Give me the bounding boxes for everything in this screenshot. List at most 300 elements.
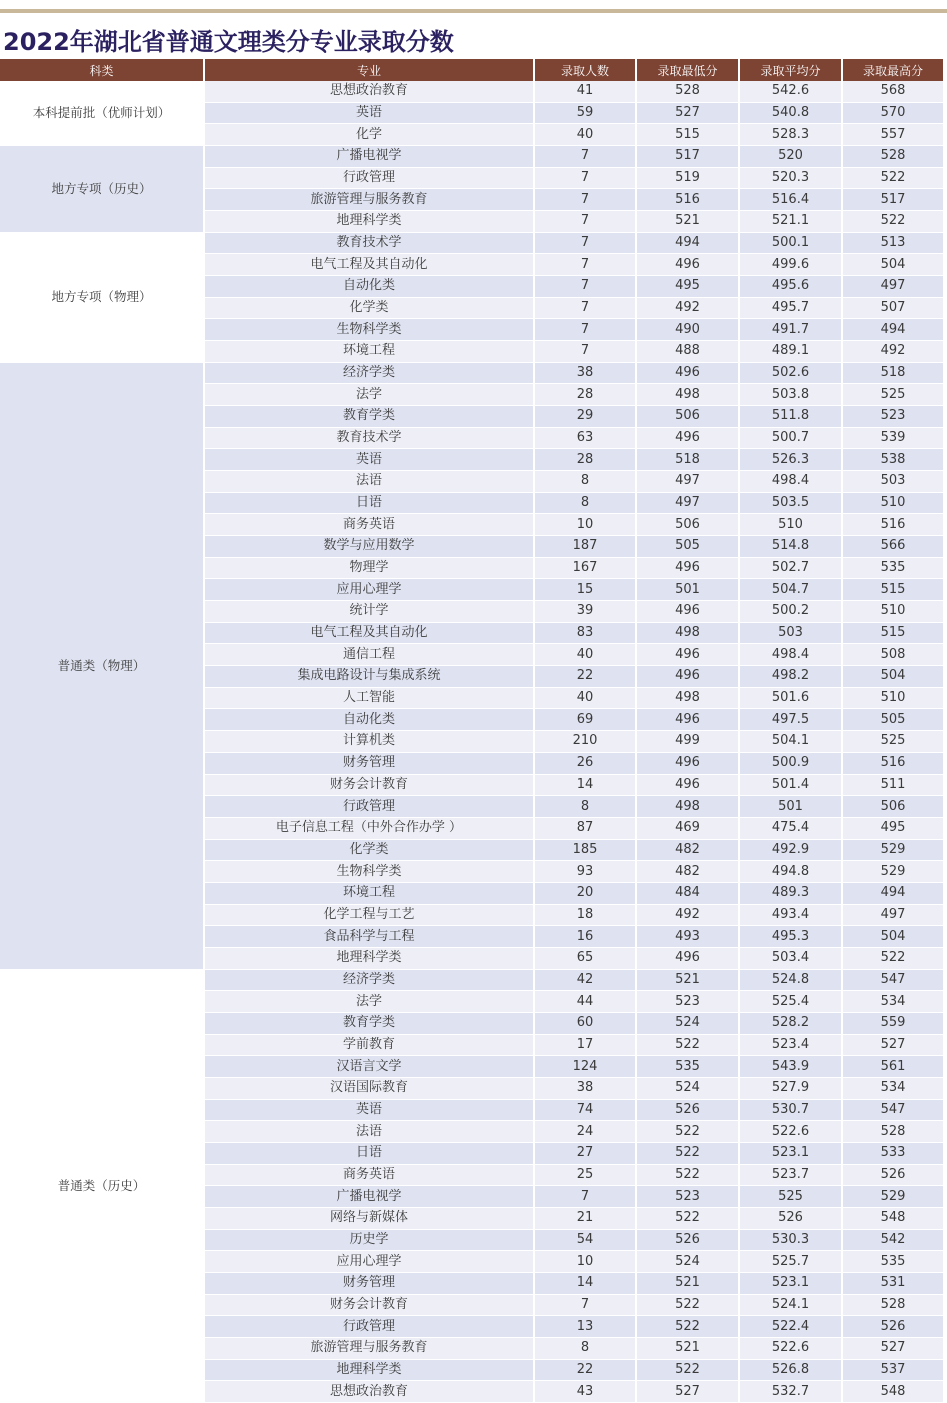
- min-score-cell: 522: [636, 1121, 739, 1143]
- enrollment-cell: 25: [534, 1164, 636, 1186]
- major-cell: 日语: [204, 492, 534, 514]
- category-cell: 普通类（物理）: [0, 362, 204, 969]
- max-score-cell: 533: [842, 1142, 943, 1164]
- major-cell: 法语: [204, 1121, 534, 1143]
- max-score-cell: 529: [842, 1186, 943, 1208]
- max-score-cell: 528: [842, 1121, 943, 1143]
- max-score-cell: 527: [842, 1337, 943, 1359]
- enrollment-cell: 167: [534, 557, 636, 579]
- major-cell: 化学: [204, 124, 534, 146]
- avg-score-cell: 543.9: [739, 1056, 842, 1078]
- max-score-cell: 528: [842, 146, 943, 168]
- min-score-cell: 498: [636, 384, 739, 406]
- avg-score-cell: 523.1: [739, 1272, 842, 1294]
- major-cell: 广播电视学: [204, 146, 534, 168]
- max-score-cell: 531: [842, 1272, 943, 1294]
- major-cell: 行政管理: [204, 796, 534, 818]
- major-cell: 财务会计教育: [204, 1294, 534, 1316]
- avg-score-cell: 495.6: [739, 276, 842, 298]
- major-cell: 汉语言文学: [204, 1056, 534, 1078]
- min-score-cell: 490: [636, 319, 739, 341]
- avg-score-cell: 520.3: [739, 167, 842, 189]
- major-cell: 电气工程及其自动化: [204, 622, 534, 644]
- avg-score-cell: 498.4: [739, 644, 842, 666]
- enrollment-cell: 124: [534, 1056, 636, 1078]
- max-score-cell: 526: [842, 1316, 943, 1338]
- major-cell: 通信工程: [204, 644, 534, 666]
- avg-score-cell: 502.7: [739, 557, 842, 579]
- major-cell: 商务英语: [204, 1164, 534, 1186]
- avg-score-cell: 497.5: [739, 709, 842, 731]
- avg-score-cell: 495.3: [739, 926, 842, 948]
- min-score-cell: 482: [636, 861, 739, 883]
- avg-score-cell: 500.7: [739, 427, 842, 449]
- min-score-cell: 515: [636, 124, 739, 146]
- major-cell: 教育学类: [204, 1012, 534, 1034]
- avg-score-cell: 520: [739, 146, 842, 168]
- major-cell: 物理学: [204, 557, 534, 579]
- avg-score-cell: 523.7: [739, 1164, 842, 1186]
- avg-score-cell: 503.4: [739, 947, 842, 969]
- avg-score-cell: 503.8: [739, 384, 842, 406]
- avg-score-cell: 526.8: [739, 1359, 842, 1381]
- major-cell: 计算机类: [204, 731, 534, 753]
- page-title: 2022年湖北省普通文理类分专业录取分数: [3, 28, 454, 56]
- min-score-cell: 521: [636, 211, 739, 233]
- enrollment-cell: 93: [534, 861, 636, 883]
- min-score-cell: 517: [636, 146, 739, 168]
- major-cell: 经济学类: [204, 362, 534, 384]
- avg-score-cell: 524.8: [739, 969, 842, 991]
- table-row: [0, 232, 943, 254]
- max-score-cell: 497: [842, 276, 943, 298]
- max-score-cell: 557: [842, 124, 943, 146]
- min-score-cell: 524: [636, 1077, 739, 1099]
- enrollment-cell: 27: [534, 1142, 636, 1164]
- max-score-cell: 523: [842, 406, 943, 428]
- max-score-cell: 492: [842, 341, 943, 363]
- category-cell: 地方专项（历史）: [0, 146, 204, 233]
- max-score-cell: 504: [842, 926, 943, 948]
- enrollment-cell: 7: [534, 319, 636, 341]
- min-score-cell: 522: [636, 1164, 739, 1186]
- min-score-cell: 506: [636, 406, 739, 428]
- min-score-cell: 484: [636, 882, 739, 904]
- enrollment-cell: 7: [534, 232, 636, 254]
- major-cell: 环境工程: [204, 341, 534, 363]
- min-score-cell: 522: [636, 1207, 739, 1229]
- avg-score-cell: 522.4: [739, 1316, 842, 1338]
- enrollment-cell: 7: [534, 1294, 636, 1316]
- max-score-cell: 539: [842, 427, 943, 449]
- max-score-cell: 522: [842, 947, 943, 969]
- admission-scores-table: [0, 59, 943, 1403]
- max-score-cell: 570: [842, 102, 943, 124]
- table-row: [0, 146, 943, 168]
- enrollment-cell: 7: [534, 297, 636, 319]
- avg-score-cell: 501: [739, 796, 842, 818]
- enrollment-cell: 69: [534, 709, 636, 731]
- min-score-cell: 522: [636, 1316, 739, 1338]
- avg-score-cell: 500.1: [739, 232, 842, 254]
- min-score-cell: 496: [636, 427, 739, 449]
- max-score-cell: 504: [842, 254, 943, 276]
- max-score-cell: 548: [842, 1381, 943, 1403]
- enrollment-cell: 40: [534, 124, 636, 146]
- min-score-cell: 527: [636, 102, 739, 124]
- major-cell: 法学: [204, 991, 534, 1013]
- avg-score-cell: 524.1: [739, 1294, 842, 1316]
- min-score-cell: 522: [636, 1294, 739, 1316]
- min-score-cell: 522: [636, 1359, 739, 1381]
- enrollment-cell: 26: [534, 752, 636, 774]
- enrollment-cell: 15: [534, 579, 636, 601]
- header-min-score: 录取最低分: [636, 59, 739, 81]
- avg-score-cell: 498.2: [739, 666, 842, 688]
- major-cell: 电子信息工程（中外合作办学 ）: [204, 817, 534, 839]
- min-score-cell: 528: [636, 81, 739, 102]
- max-score-cell: 510: [842, 687, 943, 709]
- max-score-cell: 535: [842, 557, 943, 579]
- avg-score-cell: 502.6: [739, 362, 842, 384]
- major-cell: 网络与新媒体: [204, 1207, 534, 1229]
- min-score-cell: 492: [636, 297, 739, 319]
- enrollment-cell: 39: [534, 601, 636, 623]
- major-cell: 思想政治教育: [204, 81, 534, 102]
- enrollment-cell: 43: [534, 1381, 636, 1403]
- min-score-cell: 526: [636, 1229, 739, 1251]
- min-score-cell: 496: [636, 709, 739, 731]
- min-score-cell: 516: [636, 189, 739, 211]
- max-score-cell: 566: [842, 536, 943, 558]
- avg-score-cell: 525.7: [739, 1251, 842, 1273]
- enrollment-cell: 14: [534, 774, 636, 796]
- avg-score-cell: 525.4: [739, 991, 842, 1013]
- table-row: [0, 362, 943, 384]
- min-score-cell: 524: [636, 1012, 739, 1034]
- max-score-cell: 505: [842, 709, 943, 731]
- min-score-cell: 493: [636, 926, 739, 948]
- max-score-cell: 510: [842, 601, 943, 623]
- major-cell: 应用心理学: [204, 579, 534, 601]
- max-score-cell: 522: [842, 211, 943, 233]
- max-score-cell: 547: [842, 1099, 943, 1121]
- min-score-cell: 497: [636, 492, 739, 514]
- max-score-cell: 497: [842, 904, 943, 926]
- min-score-cell: 524: [636, 1251, 739, 1273]
- min-score-cell: 522: [636, 1142, 739, 1164]
- top-rule: [0, 9, 947, 13]
- major-cell: 行政管理: [204, 1316, 534, 1338]
- table-row: [0, 81, 943, 102]
- major-cell: 财务管理: [204, 752, 534, 774]
- table-row: [0, 969, 943, 991]
- major-cell: 化学类: [204, 839, 534, 861]
- max-score-cell: 534: [842, 991, 943, 1013]
- max-score-cell: 528: [842, 1294, 943, 1316]
- avg-score-cell: 503: [739, 622, 842, 644]
- enrollment-cell: 7: [534, 341, 636, 363]
- max-score-cell: 526: [842, 1164, 943, 1186]
- avg-score-cell: 511.8: [739, 406, 842, 428]
- max-score-cell: 516: [842, 752, 943, 774]
- max-score-cell: 511: [842, 774, 943, 796]
- avg-score-cell: 527.9: [739, 1077, 842, 1099]
- avg-score-cell: 491.7: [739, 319, 842, 341]
- avg-score-cell: 530.7: [739, 1099, 842, 1121]
- max-score-cell: 529: [842, 839, 943, 861]
- min-score-cell: 496: [636, 644, 739, 666]
- min-score-cell: 496: [636, 752, 739, 774]
- avg-score-cell: 504.1: [739, 731, 842, 753]
- avg-score-cell: 522.6: [739, 1121, 842, 1143]
- max-score-cell: 548: [842, 1207, 943, 1229]
- enrollment-cell: 16: [534, 926, 636, 948]
- avg-score-cell: 523.1: [739, 1142, 842, 1164]
- avg-score-cell: 489.3: [739, 882, 842, 904]
- major-cell: 化学工程与工艺: [204, 904, 534, 926]
- avg-score-cell: 489.1: [739, 341, 842, 363]
- max-score-cell: 559: [842, 1012, 943, 1034]
- avg-score-cell: 504.7: [739, 579, 842, 601]
- min-score-cell: 523: [636, 991, 739, 1013]
- major-cell: 统计学: [204, 601, 534, 623]
- enrollment-cell: 7: [534, 211, 636, 233]
- enrollment-cell: 38: [534, 1077, 636, 1099]
- enrollment-cell: 38: [534, 362, 636, 384]
- enrollment-cell: 17: [534, 1034, 636, 1056]
- avg-score-cell: 522.6: [739, 1337, 842, 1359]
- enrollment-cell: 7: [534, 254, 636, 276]
- major-cell: 地理科学类: [204, 1359, 534, 1381]
- category-cell: 本科提前批（优师计划）: [0, 81, 204, 146]
- min-score-cell: 498: [636, 687, 739, 709]
- min-score-cell: 519: [636, 167, 739, 189]
- max-score-cell: 537: [842, 1359, 943, 1381]
- enrollment-cell: 28: [534, 384, 636, 406]
- enrollment-cell: 83: [534, 622, 636, 644]
- enrollment-cell: 40: [534, 687, 636, 709]
- max-score-cell: 529: [842, 861, 943, 883]
- table-header-row: [0, 59, 943, 81]
- major-cell: 广播电视学: [204, 1186, 534, 1208]
- max-score-cell: 518: [842, 362, 943, 384]
- major-cell: 英语: [204, 449, 534, 471]
- major-cell: 汉语国际教育: [204, 1077, 534, 1099]
- table-body: [0, 81, 943, 1402]
- max-score-cell: 508: [842, 644, 943, 666]
- max-score-cell: 504: [842, 666, 943, 688]
- enrollment-cell: 74: [534, 1099, 636, 1121]
- max-score-cell: 494: [842, 319, 943, 341]
- major-cell: 教育学类: [204, 406, 534, 428]
- min-score-cell: 526: [636, 1099, 739, 1121]
- major-cell: 自动化类: [204, 709, 534, 731]
- avg-score-cell: 498.4: [739, 471, 842, 493]
- major-cell: 法学: [204, 384, 534, 406]
- min-score-cell: 501: [636, 579, 739, 601]
- min-score-cell: 492: [636, 904, 739, 926]
- max-score-cell: 538: [842, 449, 943, 471]
- enrollment-cell: 22: [534, 666, 636, 688]
- major-cell: 旅游管理与服务教育: [204, 1337, 534, 1359]
- min-score-cell: 506: [636, 514, 739, 536]
- enrollment-cell: 7: [534, 167, 636, 189]
- max-score-cell: 494: [842, 882, 943, 904]
- enrollment-cell: 210: [534, 731, 636, 753]
- header-avg-score: 录取平均分: [739, 59, 842, 81]
- min-score-cell: 535: [636, 1056, 739, 1078]
- major-cell: 经济学类: [204, 969, 534, 991]
- enrollment-cell: 8: [534, 471, 636, 493]
- max-score-cell: 515: [842, 622, 943, 644]
- min-score-cell: 496: [636, 362, 739, 384]
- avg-score-cell: 500.2: [739, 601, 842, 623]
- avg-score-cell: 521.1: [739, 211, 842, 233]
- avg-score-cell: 494.8: [739, 861, 842, 883]
- max-score-cell: 515: [842, 579, 943, 601]
- min-score-cell: 521: [636, 1272, 739, 1294]
- major-cell: 数学与应用数学: [204, 536, 534, 558]
- max-score-cell: 506: [842, 796, 943, 818]
- avg-score-cell: 514.8: [739, 536, 842, 558]
- min-score-cell: 482: [636, 839, 739, 861]
- avg-score-cell: 525: [739, 1186, 842, 1208]
- enrollment-cell: 24: [534, 1121, 636, 1143]
- category-cell: 普通类（历史）: [0, 969, 204, 1402]
- major-cell: 英语: [204, 1099, 534, 1121]
- avg-score-cell: 493.4: [739, 904, 842, 926]
- max-score-cell: 516: [842, 514, 943, 536]
- avg-score-cell: 516.4: [739, 189, 842, 211]
- min-score-cell: 497: [636, 471, 739, 493]
- major-cell: 人工智能: [204, 687, 534, 709]
- min-score-cell: 469: [636, 817, 739, 839]
- enrollment-cell: 20: [534, 882, 636, 904]
- enrollment-cell: 7: [534, 1186, 636, 1208]
- enrollment-cell: 28: [534, 449, 636, 471]
- avg-score-cell: 530.3: [739, 1229, 842, 1251]
- major-cell: 食品科学与工程: [204, 926, 534, 948]
- enrollment-cell: 60: [534, 1012, 636, 1034]
- major-cell: 电气工程及其自动化: [204, 254, 534, 276]
- major-cell: 生物科学类: [204, 319, 534, 341]
- max-score-cell: 535: [842, 1251, 943, 1273]
- min-score-cell: 496: [636, 254, 739, 276]
- max-score-cell: 561: [842, 1056, 943, 1078]
- min-score-cell: 496: [636, 666, 739, 688]
- major-cell: 财务管理: [204, 1272, 534, 1294]
- avg-score-cell: 532.7: [739, 1381, 842, 1403]
- min-score-cell: 523: [636, 1186, 739, 1208]
- major-cell: 法语: [204, 471, 534, 493]
- min-score-cell: 496: [636, 557, 739, 579]
- enrollment-cell: 42: [534, 969, 636, 991]
- enrollment-cell: 7: [534, 146, 636, 168]
- major-cell: 历史学: [204, 1229, 534, 1251]
- major-cell: 行政管理: [204, 167, 534, 189]
- major-cell: 化学类: [204, 297, 534, 319]
- major-cell: 地理科学类: [204, 947, 534, 969]
- avg-score-cell: 492.9: [739, 839, 842, 861]
- avg-score-cell: 500.9: [739, 752, 842, 774]
- min-score-cell: 498: [636, 622, 739, 644]
- enrollment-cell: 7: [534, 189, 636, 211]
- min-score-cell: 521: [636, 1337, 739, 1359]
- max-score-cell: 513: [842, 232, 943, 254]
- max-score-cell: 522: [842, 167, 943, 189]
- enrollment-cell: 44: [534, 991, 636, 1013]
- avg-score-cell: 528.3: [739, 124, 842, 146]
- avg-score-cell: 510: [739, 514, 842, 536]
- max-score-cell: 568: [842, 81, 943, 102]
- header-category: 科类: [0, 59, 204, 81]
- enrollment-cell: 29: [534, 406, 636, 428]
- enrollment-cell: 8: [534, 492, 636, 514]
- enrollment-cell: 65: [534, 947, 636, 969]
- max-score-cell: 510: [842, 492, 943, 514]
- min-score-cell: 494: [636, 232, 739, 254]
- enrollment-cell: 185: [534, 839, 636, 861]
- major-cell: 学前教育: [204, 1034, 534, 1056]
- major-cell: 应用心理学: [204, 1251, 534, 1273]
- min-score-cell: 488: [636, 341, 739, 363]
- enrollment-cell: 18: [534, 904, 636, 926]
- max-score-cell: 534: [842, 1077, 943, 1099]
- max-score-cell: 507: [842, 297, 943, 319]
- enrollment-cell: 87: [534, 817, 636, 839]
- enrollment-cell: 14: [534, 1272, 636, 1294]
- enrollment-cell: 7: [534, 276, 636, 298]
- enrollment-cell: 187: [534, 536, 636, 558]
- min-score-cell: 522: [636, 1034, 739, 1056]
- header-max-score: 录取最高分: [842, 59, 943, 81]
- enrollment-cell: 13: [534, 1316, 636, 1338]
- min-score-cell: 495: [636, 276, 739, 298]
- avg-score-cell: 540.8: [739, 102, 842, 124]
- category-cell: 地方专项（物理）: [0, 232, 204, 362]
- max-score-cell: 525: [842, 384, 943, 406]
- max-score-cell: 495: [842, 817, 943, 839]
- major-cell: 环境工程: [204, 882, 534, 904]
- major-cell: 地理科学类: [204, 211, 534, 233]
- enrollment-cell: 59: [534, 102, 636, 124]
- min-score-cell: 496: [636, 947, 739, 969]
- avg-score-cell: 503.5: [739, 492, 842, 514]
- enrollment-cell: 41: [534, 81, 636, 102]
- avg-score-cell: 528.2: [739, 1012, 842, 1034]
- header-enrollment: 录取人数: [534, 59, 636, 81]
- min-score-cell: 496: [636, 774, 739, 796]
- enrollment-cell: 21: [534, 1207, 636, 1229]
- major-cell: 生物科学类: [204, 861, 534, 883]
- avg-score-cell: 523.4: [739, 1034, 842, 1056]
- major-cell: 教育技术学: [204, 232, 534, 254]
- major-cell: 英语: [204, 102, 534, 124]
- major-cell: 教育技术学: [204, 427, 534, 449]
- avg-score-cell: 501.6: [739, 687, 842, 709]
- min-score-cell: 496: [636, 601, 739, 623]
- avg-score-cell: 526.3: [739, 449, 842, 471]
- min-score-cell: 521: [636, 969, 739, 991]
- avg-score-cell: 475.4: [739, 817, 842, 839]
- min-score-cell: 518: [636, 449, 739, 471]
- avg-score-cell: 526: [739, 1207, 842, 1229]
- avg-score-cell: 499.6: [739, 254, 842, 276]
- max-score-cell: 547: [842, 969, 943, 991]
- max-score-cell: 542: [842, 1229, 943, 1251]
- major-cell: 自动化类: [204, 276, 534, 298]
